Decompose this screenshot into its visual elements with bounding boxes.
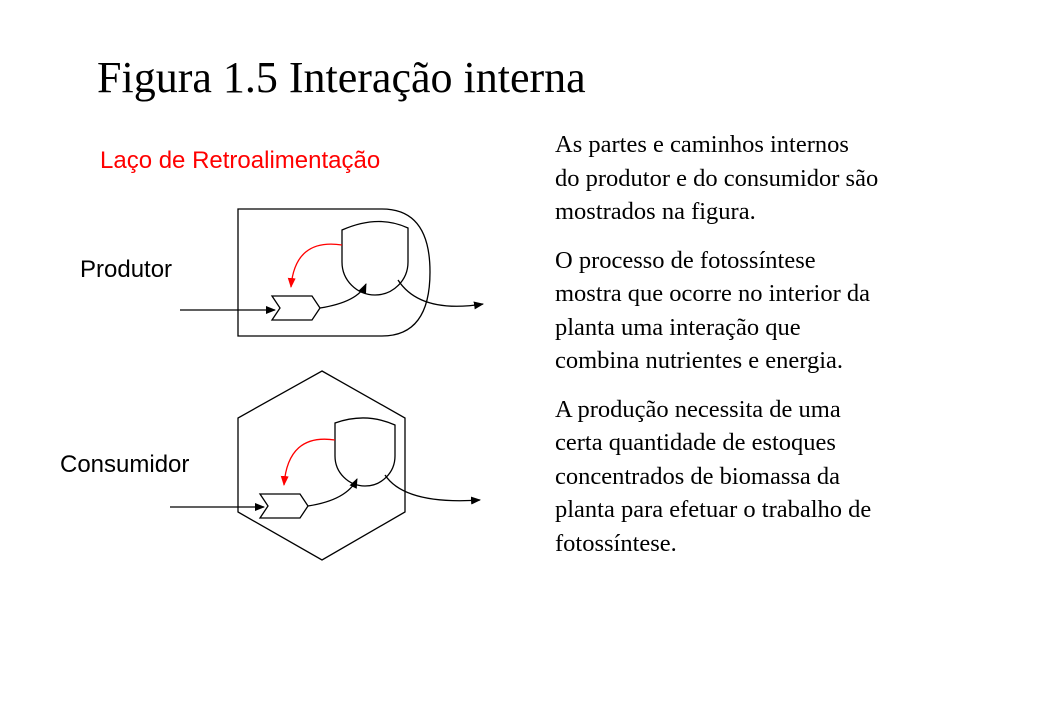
- consumer-interaction-shape: [260, 494, 308, 518]
- text-line: combina nutrientes e energia.: [555, 347, 843, 374]
- text-line: concentrados de biomassa da: [555, 462, 841, 490]
- producer-storage-shape: [342, 221, 408, 295]
- text-line: A produção necessita de uma: [555, 395, 841, 423]
- description-text: [555, 128, 995, 575]
- text-line: planta uma interação que: [555, 313, 801, 341]
- consumer-feedback-arrow: [284, 439, 335, 485]
- text-line: As partes e caminhos internos: [555, 131, 849, 158]
- text-line: mostrados na figura.: [555, 198, 756, 225]
- text-line: mostra que ocorre no interior da: [555, 280, 870, 307]
- text-line: O processo de fotossíntese: [555, 246, 816, 274]
- text-line: planta para efetuar o trabalho de: [555, 496, 872, 523]
- producer-interaction-shape: [272, 296, 320, 320]
- producer-feedback-arrow: [291, 244, 342, 287]
- feedback-loop-label: Laço de Retroalimentação: [100, 147, 381, 174]
- producer-label: Produtor: [80, 256, 173, 283]
- page-title: Figura 1.5 Interação interna: [97, 53, 586, 102]
- text-line: fotossíntese.: [555, 529, 677, 557]
- consumer-label: Consumidor: [60, 451, 190, 478]
- producer-output-arrow: [398, 280, 483, 306]
- consumer-internal-pathway: [308, 479, 357, 506]
- producer-symbol: [180, 209, 483, 336]
- paragraph-2: [555, 244, 995, 378]
- consumer-symbol: [170, 371, 480, 560]
- consumer-output-arrow: [385, 475, 480, 501]
- paragraph-3: [555, 393, 995, 561]
- text-line: do produtor e do consumidor são: [555, 164, 879, 192]
- text-line: certa quantidade de estoques: [555, 429, 836, 456]
- paragraph-1: [555, 128, 995, 229]
